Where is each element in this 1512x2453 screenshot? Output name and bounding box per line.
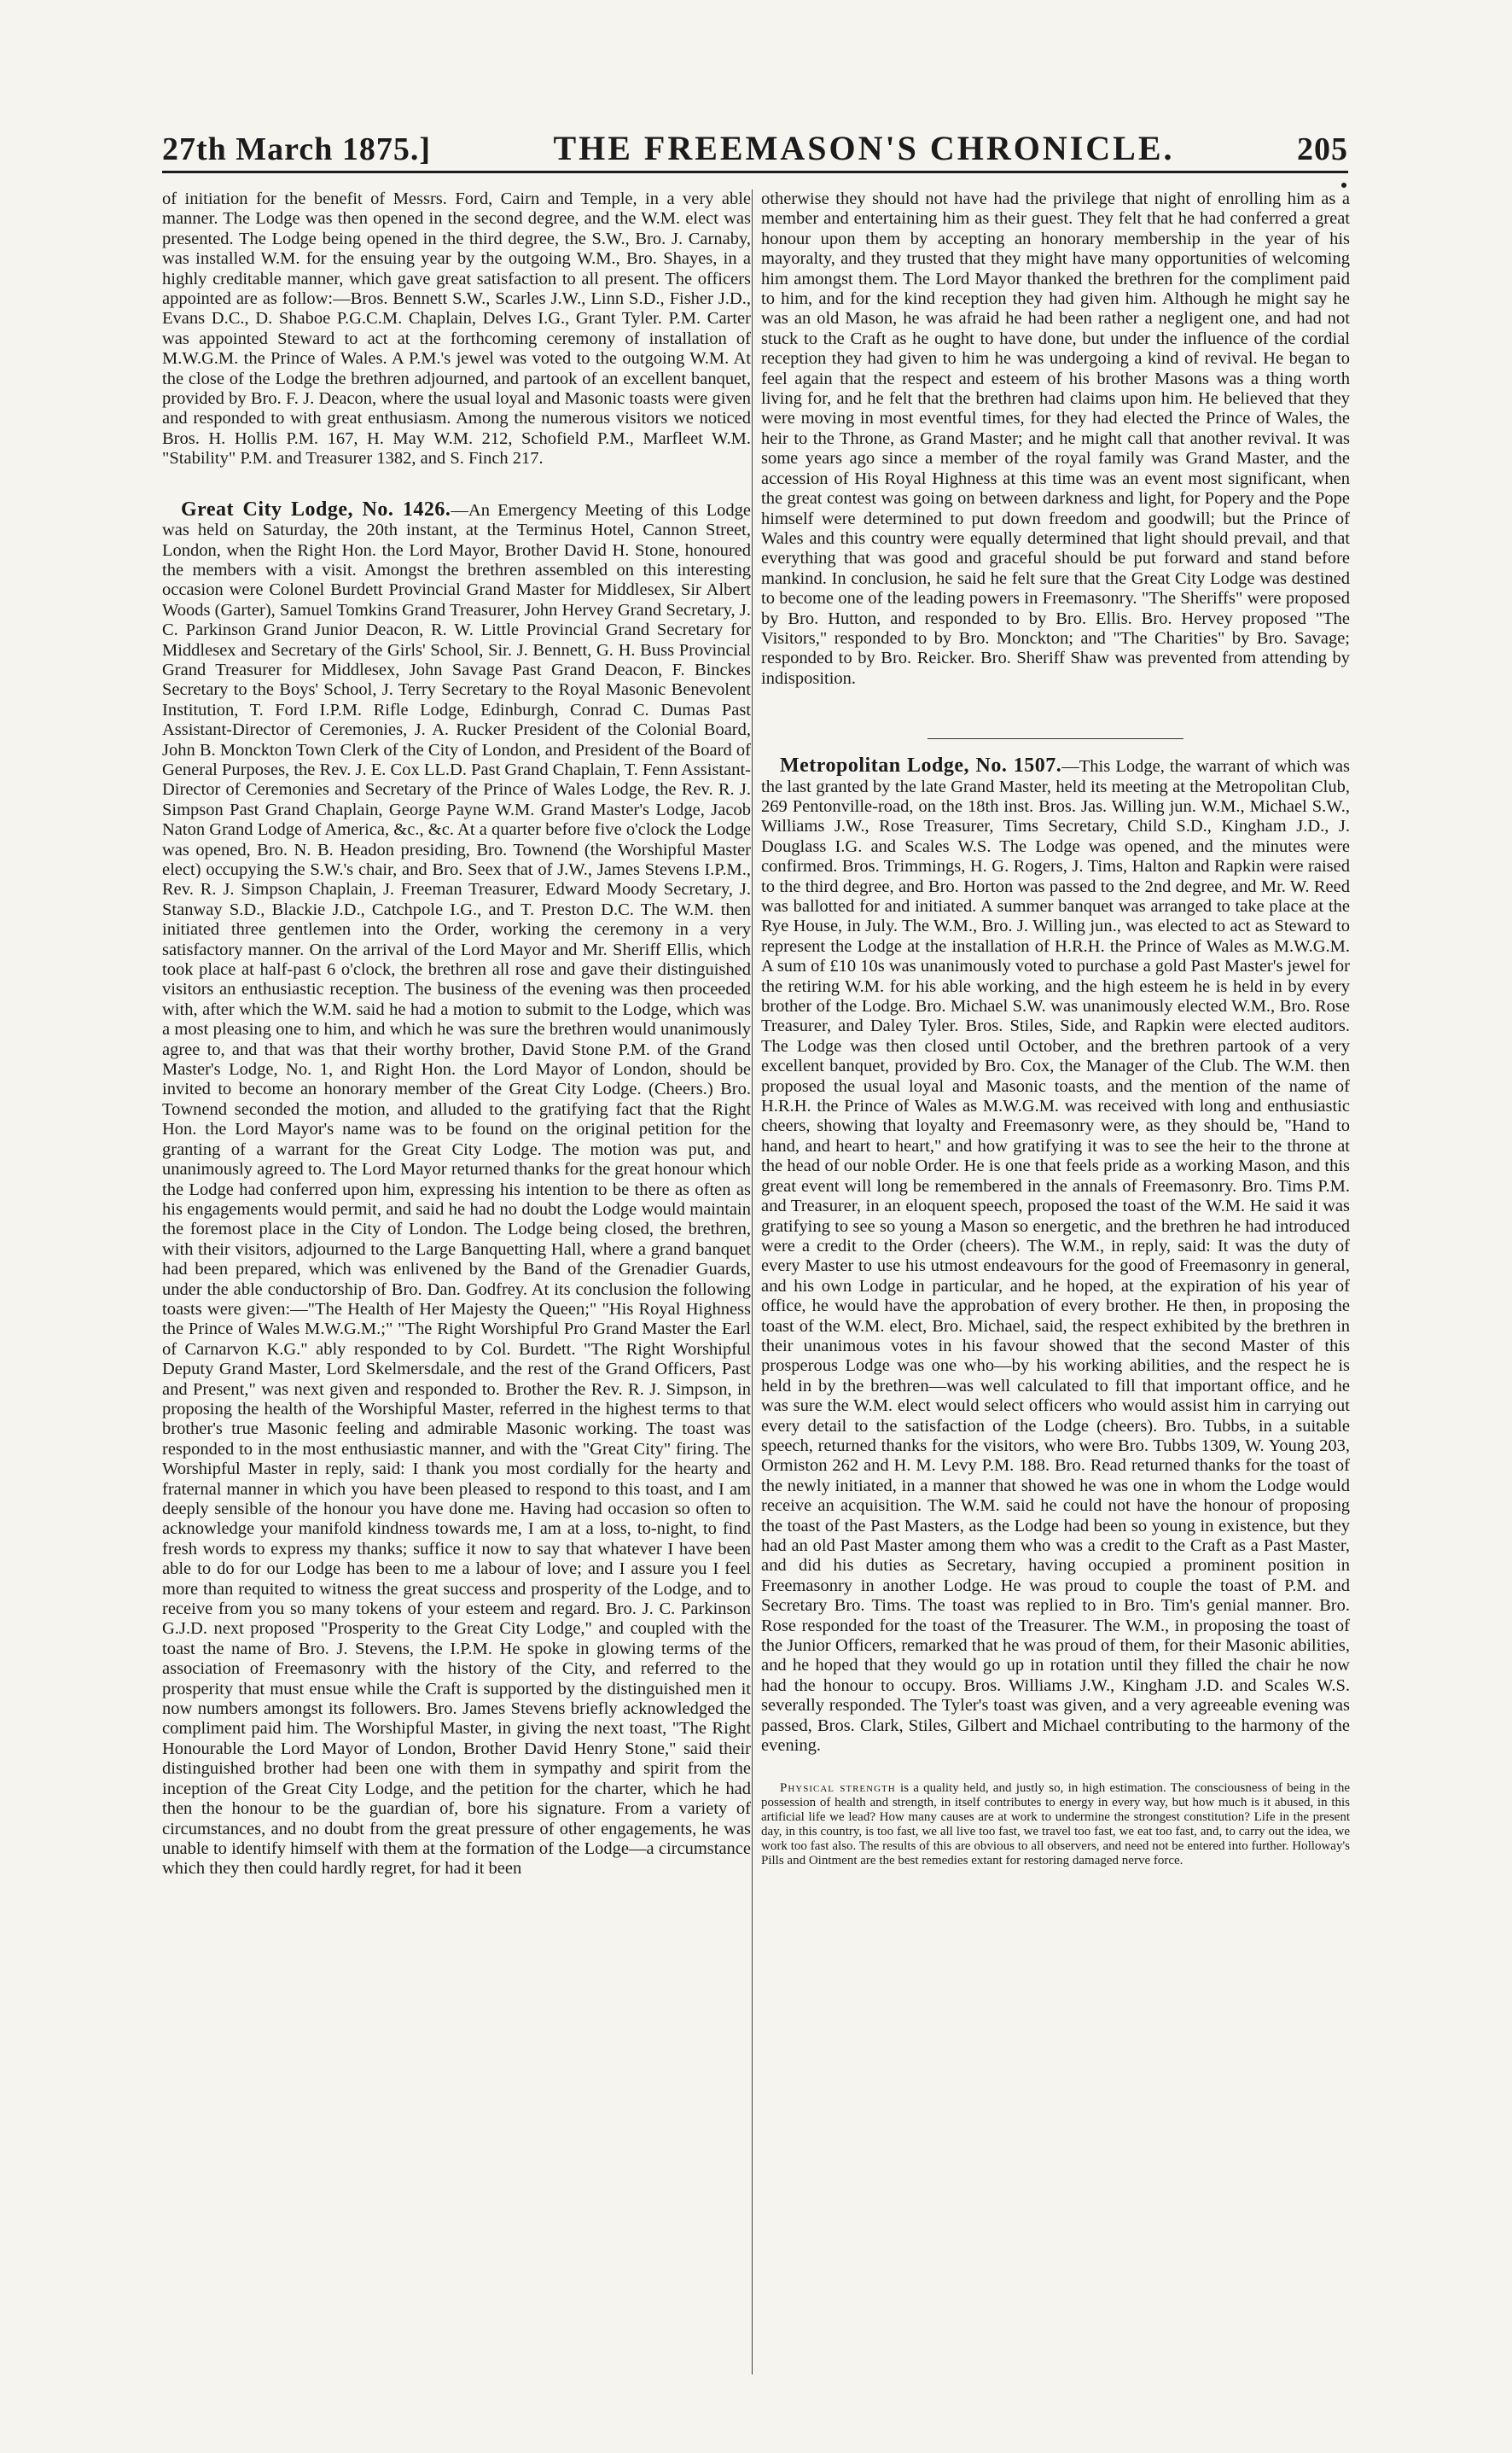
section-gap [162,469,751,500]
continued-report: of initiation for the benefit of Messrs. Ford, Cairn and Temple, in a very able manner. The Lodge was then opened in the second degree, and the W.M. elect was presented. The Lodge being opened in the third degree, the S.W., Bro. J. Carnaby, was installed W.M. for the ensuing year by the outgoing W.M., Bro. Shayes, in a highly creditable manner, which gave great satisfaction to all present. The officers appointed are as follow:—Bros. Bennett S.W., Scarles J.W., Linn S.D., Fisher J.D., Evans D.C., D. Shaboe P.G.C.M. Chaplain, Delves I.G., Grant Tyler. P.M. Carter was appointed Steward to act at the forthcoming ceremony of installation of M.W.G.M. the Prince of Wales. A P.M.'s jewel was voted to the outgoing W.M. At the close of the Lodge the brethren adjourned, and partook of an excellent banquet, provided by Bro. F. J. Deacon, where the usual loyal and Masonic toasts were given and responded to with great enthusiasm. Among the numerous visitors we noticed Bros. H. Hollis P.M. 167, H. May W.M. 212, Schofield P.M., Marfleet W.M. "Stability" P.M. and Treasurer 1382, and S. Finch 217. [162,189,751,469]
great-city-lodge-report [162,500,751,1879]
great-city-lodge-continued: otherwise they should not have had the privilege that night of enrolling him as a member and entertaining him as their guest. They felt that he had conferred a great honour upon them by accepting an honorary membership in the year of his mayoralty, and they trusted that they might have many opportunities of welcoming him amongst them. The Lord Mayor thanked the brethren for the compliment paid to him, and for the kind reception they had given him. Although he might say he was an old Mason, he was afraid he had been rather a negligent one, and had not stuck to the Craft as he ought to have done, but under the influence of the cordial reception they had given to him he was undergoing a kind of revival. He began to feel again that the respect and esteem of his brother Masons was a thing worth living for, and he felt that the brethren had claims upon him. He believed that they were moving in most eventful times, for they had elected the Prince of Wales, the heir to the Throne, as Grand Master; and he might call that another revival. It was some years ago since a member of the royal family was Grand Master, and the accession of His Royal Highness at this time was an event most significant, when the great contest was going on between darkness and light, for Popery and the Pope himself were determined to put down freedom and goodwill; but the Prince of Wales and this country were equally determined that light should prevail, and that everything that was good and graceful should be put forward and stand before mankind. In conclusion, he said he felt sure that the Great City Lodge was destined to become one of the leading powers in Freemasonry. "The Sheriffs" were proposed by Bro. Hutton, and responded to by Bro. Ellis. Bro. Hervey proposed "The Visitors," responded to by Bro. Monckton; and "The Charities" by Bro. Savage; responded to by Bro. Reicker. Bro. Sheriff Shaw was prevented from attending by indisposition. [761,189,1350,688]
advert-body: is a quality held, and justly so, in high estimation. The consciousness of being in the possession of health and strength, in itself contributes to energy in every way, but how much is it abused, in this artificial life we lead? How many causes are at work to undermine the strongest constitution? Life in the present day, in this country, is too fast, we all live too fast, we travel too fast, we eat too fast, and, to carry out the idea, we work too fast also. The results of this are obvious to all observers, and need not be entered into further. Holloway's Pills and Ointment are the best remedies extant for restoring damaged nerve force. [761,1781,1350,1868]
metropolitan-lodge-report [761,756,1350,1756]
masthead [162,128,1348,171]
page-number: 205 [1296,131,1348,167]
right-column [761,189,1350,2374]
metropolitan-lodge-body: —This Lodge, the warrant of which was the last granted by the late Grand Master, held its meeting at the Metropolitan Club, 269 Pentonville-road, on the 18th inst. Bros. Jas. Willing jun. W.M., Michael S.W., Williams J.W., Rose Treasurer, Tims Secretary, Child S.D., Kingham J.D., J. Douglass I.G. and Scales W.S. The Lodge was opened, and the minutes were confirmed. Bros. Trimmings, H. G. Rogers, J. Tims, Halton and Rapkin were raised to the third degree, and Bro. Horton was passed to the 2nd degree, and Mr. W. Reed was ballotted for and initiated. A summer banquet was arranged to take place at the Rye House, in July. The W.M., Bro. J. Willing jun., was elected to act as Steward to represent the Lodge at the installation of H.R.H. the Prince of Wales as M.W.G.M. A sum of £10 10s was unanimously voted to purchase a gold Past Master's jewel for the retiring W.M. for his able working, and the high esteem he is held in by every brother of the Lodge. Bro. Michael S.W. was unanimously elected W.M., Bro. Rose Treasurer, and Daley Tyler. Bros. Stiles, Side, and Rapkin were elected auditors. The Lodge was then closed until October, and the brethren partook of a very excellent banquet, provided by Bro. Cox, the Manager of the Club. The W.M. then proposed the usual loyal and Masonic toasts, and the mention of the name of H.R.H. the Prince of Wales as M.W.G.M. was received with long and enthusiastic cheers, showing that loyalty and Freemasonry were, as they should be, "Hand to hand, and heart to heart," and how gratifying it was to see the heir to the throne at the head of our noble Order. He is one that feels pride as a working Mason, and this great event will long be remembered in the annals of Freemasonry. Bro. Tims P.M. and Treasurer, in an eloquent speech, proposed the toast of the W.M. He said it was gratifying to see so young a Mason so energetic, and the brethren he had introduced were a credit to the Order (cheers). The W.M., in reply, said: It was the duty of every Master to use his utmost endeavours for the good of Freemasonry in general, and his own Lodge in particular, and he hoped, at the expiration of his year of office, he would have the approbation of every brother. He then, in proposing the toast of the W.M. elect, Bro. Michael, said, the respect exhibited by the brethren in their unanimous votes in his favour showed that the second Master of this prosperous Lodge was one who—by his working abilities, and the respect he is held in by the brethren—was well calculated to fill that important office, and he was sure the W.M. elect would select officers who would assist him in carrying out every detail to the satisfaction of the Lodge (cheers). Bro. Tubbs, in a suitable speech, returned thanks for the visitors, who were Bro. Tubbs 1309, W. Young 203, Ormiston 262 and H. M. Levy P.M. 188. Bro. Read returned thanks for the toast of the newly initiated, in a manner that showed he was one in whom the Lodge would receive an acquisition. The W.M. said he could not have the honour of proposing the toast of the Past Masters, as the Lodge had been so young in existence, but they had an old Past Master among them who was a credit to the Craft as a Past Master, and did his duties as Secretary, having occupied a prominent position in Freemasonry in another Lodge. He was proud to couple the toast of P.M. and Secretary Bro. Tims. The toast was replied to in Bro. Tim's genial manner. Bro. Rose responded for the toast of the Treasurer. The W.M., in proposing the toast of the Junior Officers, remarked that he was proud of them, for their Masonic abilities, and he hoped that they would go up in rotation until they filled the chair he now had the honour to occupy. Bros. Williams J.W., Kingham J.D. and Scales W.S. severally responded. The Tyler's toast was given, and a very agreeable evening was passed, Bros. Clark, Stiles, Gilbert and Michael contributing to the harmony of the evening. [761,757,1350,1756]
issue-date: 27th March 1875.] [162,131,431,167]
bullet-mark [1341,183,1346,188]
great-city-lodge-body: —An Emergency Meeting of this Lodge was held on Saturday, the 20th instant, at the Terminus Hotel, Cannon Street, London, when the Right Hon. the Lord Mayor, Brother David H. Stone, honoured the members with a visit. Amongst the brethren assembled on this interesting occasion were Colonel Burdett Provincial Grand Master for Middlesex, Sir Albert Woods (Garter), Samuel Tomkins Grand Treasurer, John Hervey Grand Secretary, J. C. Parkinson Grand Junior Deacon, R. W. Little Provincial Grand Secretary for Middlesex and Secretary of the Girls' School, Sir. J. Bennett, G. H. Buss Provincial Grand Treasurer for Middlesex, John Savage Past Grand Deacon, F. Binckes Secretary to the Boys' School, J. Terry Secretary to the Royal Masonic Benevolent Institution, T. Ford I.P.M. Rifle Lodge, Edinburgh, Conrad C. Dumas Past Assistant-Director of Ceremonies, J. A. Rucker President of the Colonial Board, John B. Monckton Town Clerk of the City of London, and President of the Board of General Purposes, the Rev. J. E. Cox LL.D. Past Grand Chaplain, T. Fenn Assistant-Director of Ceremonies and Secretary of the Prince of Wales Lodge, the Rev. R. J. Simpson Past Grand Chaplain, George Payne W.M. Grand Master's Lodge, Jacob Naton Grand Lodge of America, &c., &c. At a quarter before five o'clock the Lodge was opened, Bro. N. B. Headon presiding, Bro. Townend (the Worshipful Master elect) occupying the S.W.'s chair, and Bro. Seex that of J.W., James Stevens I.P.M., Rev. R. J. Simpson Chaplain, J. Freeman Treasurer, Edward Moody Secretary, J. Stanway S.D., Blackie J.D., Catchpole I.G., and T. Preston D.C. The W.M. then initiated three gentlemen into the Order, working the ceremony in a very satisfactory manner. On the arrival of the Lord Mayor and Mr. Sheriff Ellis, which took place at half-past 6 o'clock, the brethren all rose and gave their distinguished visitors an enthusiastic reception. The business of the evening was then proceeded with, after which the W.M. said he had a motion to submit to the Lodge, which was a most pleasing one to him, and which he was sure the brethren would unanimously agree to, and that was that their worthy brother, David Stone P.M. of the Grand Master's Lodge, No. 1, and Right Hon. the Lord Mayor of London, should be invited to become an honorary member of the Great City Lodge. (Cheers.) Bro. Townend seconded the motion, and alluded to the gratifying fact that the Right Hon. the Lord Mayor's name was to be found on the original petition for the granting of a warrant for the Great City Lodge. The motion was put, and unanimously agreed to. The Lord Mayor returned thanks for the great honour which the Lodge had conferred upon him, expressing his intention to be there as often as his engagements would permit, and said he had no doubt the Lodge would maintain the foremost place in the City of London. The Lodge being closed, the brethren, with their visitors, adjourned to the Large Banquetting Hall, where a grand banquet had been prepared, which was enlivened by the Band of the Grenadier Guards, under the able conductorship of Bro. Dan. Godfrey. At its conclusion the following toasts were given:—"The Health of Her Majesty the Queen;" "His Royal Highness the Prince of Wales M.W.G.M.;" "The Right Worshipful Pro Grand Master the Earl of Carnarvon K.G." ably responded to by Col. Burdett. "The Right Worshipful Deputy Grand Master, Lord Skelmersdale, and the rest of the Grand Officers, Past and Present," was next given and responded to. Brother the Rev. R. J. Simpson, in proposing the health of the Worshipful Master, referred in the highest terms to that brother's true Masonic feeling and admirable Masonic working. The toast was responded to in the most enthusiastic manner, and with the "Great City" firing. The Worshipful Master in reply, said: I thank you most cordially for the hearty and fraternal manner in which you have been pleased to respond to this toast, and I am deeply sensible of the honour you have done me. Having had occasion so often to acknowledge your manifold kindness towards me, I am at a loss, to-night, to find fresh words to express my thanks; suffice it now to say that whatever I have been able to do for our Lodge has been to me a labour of love; and I assure you I feel more than requited to witness the great success and prosperity of the Lodge, and to receive from you so many tokens of your esteem and regard. Bro. J. C. Parkinson G.J.D. next proposed "Prosperity to the Great City Lodge," and coupled with the toast the name of Bro. J. Stevens, the I.P.M. He spoke in glowing terms of the association of Freemasonry with the history of the City, and referred to the prosperity that must ensue while the Craft is supported by the distinguished men it now numbers amongst its followers. Bro. James Stevens briefly acknowledged the compliment paid him. The Worshipful Master, in giving the next toast, "The Right Honourable the Lord Mayor of London, Brother David Henry Stone," said their distinguished brother had been one with them in sympathy and spirit from the inception of the Great City Lodge, and the petition for the charter, which he had then the honour to be the guardian of, bore his signature. From a variety of circumstances, and no doubt from the great pressure of other engagements, he was unable to identify himself with them at the formation of the Lodge—a circumstance which they then could hardly regret, for had it been [162,500,751,1879]
holloway-advert [761,1781,1350,1868]
metropolitan-lodge-heading: Metropolitan Lodge, No. 1507. [780,755,1062,778]
publication-title: THE FREEMASON'S CHRONICLE. [553,129,1175,167]
left-column [162,189,751,2374]
section-rule [928,738,1183,739]
advert-lead: Physical strength [780,1781,896,1796]
section-gap [761,689,1350,738]
great-city-lodge-heading: Great City Lodge, No. 1426. [181,498,451,521]
column-divider [752,189,753,2374]
masthead-rule [162,171,1348,173]
